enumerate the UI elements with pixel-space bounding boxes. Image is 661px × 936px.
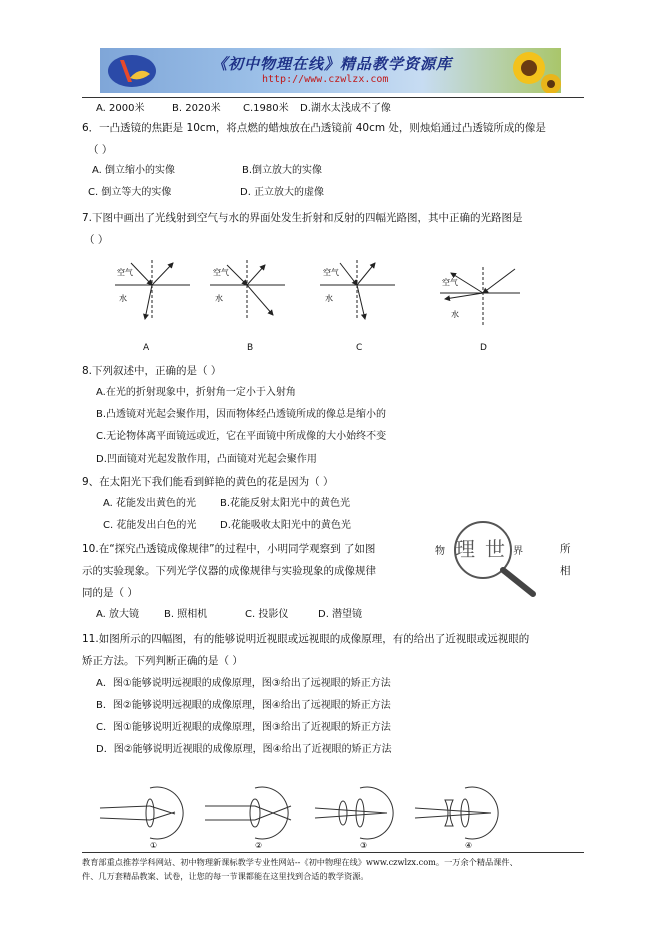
q5-option-b: B. 2020米 <box>172 103 221 114</box>
q7-a-water-label: 水 <box>119 294 127 303</box>
q9-option-b: B.花能反射太阳光中的黄色光 <box>220 498 351 509</box>
eye-label-2: ② <box>255 841 263 850</box>
q10-option-b: B. 照相机 <box>164 609 208 620</box>
site-logo-icon <box>106 52 158 90</box>
banner-title: 《初中物理在线》精品教学资源库 <box>212 55 453 73</box>
q7-stem: 7.下图中画出了光线射到空气与水的界面处发生折射和反射的四幅光路图，其中正确的光路图是 <box>82 212 523 224</box>
q7-c-air-label: 空气 <box>323 268 339 277</box>
q8-option-b: B.凸透镜对光起会聚作用，因而物体经凸透镜所成的像总是缩小的 <box>96 409 387 420</box>
q11-option-d: D．图②能够说明近视眼的成像原理，图④给出了近视眼的矫正方法 <box>96 744 392 755</box>
q6-option-d: D. 正立放大的虚像 <box>240 187 325 198</box>
q8-option-c: C.无论物体离平面镜远或近，它在平面镜中所成像的大小始终不变 <box>96 431 387 442</box>
q7-d-water-label: 水 <box>451 310 459 319</box>
q11-option-b: B．图②能够说明远视眼的成像原理，图④给出了远视眼的矫正方法 <box>96 700 391 711</box>
q10-option-d: D. 潜望镜 <box>318 609 363 620</box>
q11-option-c: C．图①能够说明近视眼的成像原理，图③给出了近视眼的矫正方法 <box>96 722 391 733</box>
q8-option-a: A.在光的折射现象中，折射角一定小于入射角 <box>96 387 296 398</box>
magnifier-left-char: 物 <box>435 546 445 557</box>
q6-stem: 6．一凸透镜的焦距是 10cm，将点燃的蜡烛放在凸透镜前 40cm 处，则烛焰通过凸透镜所成的像是 <box>82 122 546 134</box>
magnifier-right-char: 界 <box>513 546 523 557</box>
eye-diagram-4 <box>415 787 498 839</box>
footer-line1: 教育部重点推荐学科网站、初中物理新课标教学专业性网站--《初中物理在线》www.czwlzx.com。一万余个精品课件、 <box>82 857 518 867</box>
q11-eye-figures <box>95 778 525 850</box>
q9-option-d: D.花能吸收太阳光中的黄色光 <box>220 520 351 531</box>
q11-option-a: A．图①能够说明远视眼的成像原理，图③给出了远视眼的矫正方法 <box>96 678 391 689</box>
q10-option-c: C. 投影仪 <box>245 609 289 620</box>
eye-diagram-1 <box>100 787 183 839</box>
q6-option-c: C. 倒立等大的实像 <box>88 187 172 198</box>
q7-c-water-label: 水 <box>325 294 333 303</box>
magnifier-figure <box>433 518 555 598</box>
q7-label-d: D <box>480 343 487 353</box>
q9-option-c: C. 花能发出白色的光 <box>103 520 197 531</box>
footer-rule <box>82 852 584 853</box>
footer <box>82 855 584 883</box>
eye-label-1: ① <box>150 841 158 850</box>
q7-d-air-label: 空气 <box>442 278 458 287</box>
q8-option-d: D.凹面镜对光起发散作用，凸面镜对光起会聚作用 <box>96 454 317 465</box>
eye-label-4: ④ <box>465 841 473 850</box>
q10-line3: 同的是（ ） <box>82 587 138 599</box>
q6-option-a: A. 倒立缩小的实像 <box>92 165 176 176</box>
q5-option-a: A. 2000米 <box>96 103 145 114</box>
magnifier-char-2: 世 <box>485 537 505 561</box>
q6-option-b: B.倒立放大的实像 <box>242 165 323 176</box>
q7-label-c: C <box>356 343 363 353</box>
q9-option-a: A. 花能发出黄色的光 <box>103 498 197 509</box>
q10-right2: 相 <box>560 565 571 577</box>
q10-option-a: A. 放大镜 <box>96 609 140 620</box>
q7-paren: （ ） <box>84 234 109 246</box>
q7-a-air-label: 空气 <box>117 268 133 277</box>
q7-light-path-figures <box>95 255 545 330</box>
eye-label-3: ③ <box>360 841 368 850</box>
q5-option-d: D.湖水太浅成不了像 <box>300 103 391 114</box>
eye-diagram-2 <box>205 787 291 839</box>
q10-right1: 所 <box>560 543 571 555</box>
q7-b-air-label: 空气 <box>213 268 229 277</box>
footer-line2: 件、几万套精品教案、试卷，让您的每一节课都能在这里找到合适的教学资源。 <box>82 871 369 881</box>
header-rule <box>82 97 584 98</box>
q5-option-c: C.1980米 <box>243 103 289 114</box>
q10-line1: 10.在“探究凸透镜成像规律”的过程中，小明同学观察到 了如图 <box>82 543 376 555</box>
q10-line2: 示的实验现象。下列光学仪器的成像规律与实验现象的成像规律 <box>82 565 376 577</box>
q6-paren: （ ） <box>88 144 113 156</box>
q7-label-b: B <box>247 343 254 353</box>
q7-label-a: A <box>143 343 150 353</box>
banner-url[interactable]: http://www.czwlzx.com <box>262 74 389 85</box>
q9-stem: 9、在太阳光下我们能看到鲜艳的黄色的花是因为（ ） <box>82 476 334 488</box>
q11-line2: 矫正方法。下列判断正确的是（ ） <box>82 655 243 667</box>
q8-stem: 8.下列叙述中，正确的是（ ） <box>82 365 222 377</box>
q7-b-water-label: 水 <box>215 294 223 303</box>
eye-diagram-3 <box>315 787 393 839</box>
q11-line1: 11.如图所示的四幅图，有的能够说明近视眼或远视眼的成像原理，有的给出了近视眼或远视眼的 <box>82 633 530 645</box>
magnifier-char-1: 理 <box>455 537 475 561</box>
header-banner <box>100 48 561 93</box>
sunflower-icon <box>495 48 561 93</box>
